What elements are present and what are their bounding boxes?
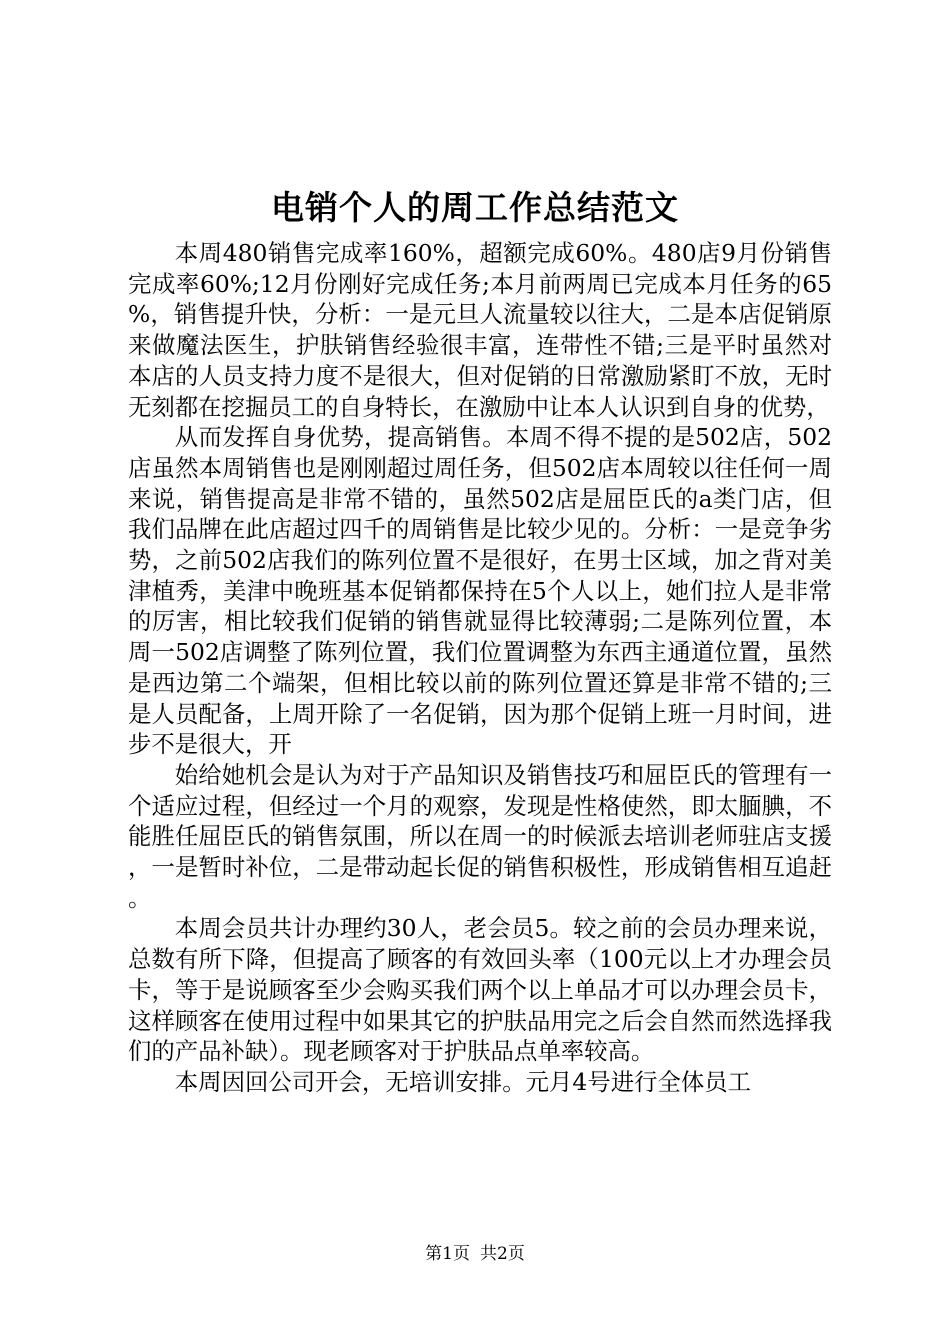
paragraph: 始给她机会是认为对于产品知识及销售技巧和屈臣氏的管理有一个适应过程，但经过一个月的观察，发现是性格使然，即太腼腆，不能胜任屈臣氏的销售氛围，所以在周一的时候派去培训老师驻店支援，一是暂时补位，二是带动起长促的销售积极性，形成销售相互追赶。 xyxy=(128,760,832,912)
document-body xyxy=(128,238,832,1098)
paragraph: 从而发挥自身优势，提高销售。本周不得不提的是502店，502店虽然本周销售也是刚刚超过周任务，但502店本周较以往任何一周来说，销售提高是非常不错的，虽然502店是屈臣氏的a类门店，但我们品牌在此店超过四千的周销售是比较少见的。分析：一是竞争劣势，之前502店我们的陈列位置不是很好，在男士区域，加之背对美津植秀，美津中晚班基本促销都保持在5个人以上，她们拉人是非常的厉害，相比较我们促销的销售就显得比较薄弱;二是陈列位置，本周一502店调整了陈列位置，我们位置调整为东西主通道位置，虽然是西边第二个端架，但相比较以前的陈列位置还算是非常不错的;三是人员配备，上周开除了一名促销，因为那个促销上班一月时间，进步不是很大，开 xyxy=(128,423,832,759)
page-number-total: 共2页 xyxy=(480,1244,525,1264)
page-footer xyxy=(0,1242,950,1266)
paragraph: 本周会员共计办理约30人，老会员5。较之前的会员办理来说，总数有所下降，但提高了顾客的有效回头率（100元以上才办理会员卡，等于是说顾客至少会购买我们两个以上单品才可以办理会员卡，这样顾客在使用过程中如果其它的护肤品用完之后会自然而然选择我们的产品补缺）。现老顾客对于护肤品点单率较高。 xyxy=(128,914,832,1066)
paragraph: 本周因回公司开会，无培训安排。元月4号进行全体员工 xyxy=(174,1067,752,1096)
document-title: 电销个人的周工作总结范文 xyxy=(271,188,679,227)
paragraph: 本周480销售完成率160%，超额完成60%。480店9月份销售完成率60%;12月份刚好完成任务;本月前两周已完成本月任务的65%，销售提升快，分析：一是元旦人流量较以往大，二是本店促销原来做魔法医生，护肤销售经验很丰富，连带性不错;三是平时虽然对本店的人员支持力度不是很大，但对促销的日常激励紧盯不放，无时无刻都在挖掘员工的自身特长，在激励中让本人认识到自身的优势， xyxy=(128,239,832,421)
page-number-current: 第1页 xyxy=(425,1244,470,1264)
